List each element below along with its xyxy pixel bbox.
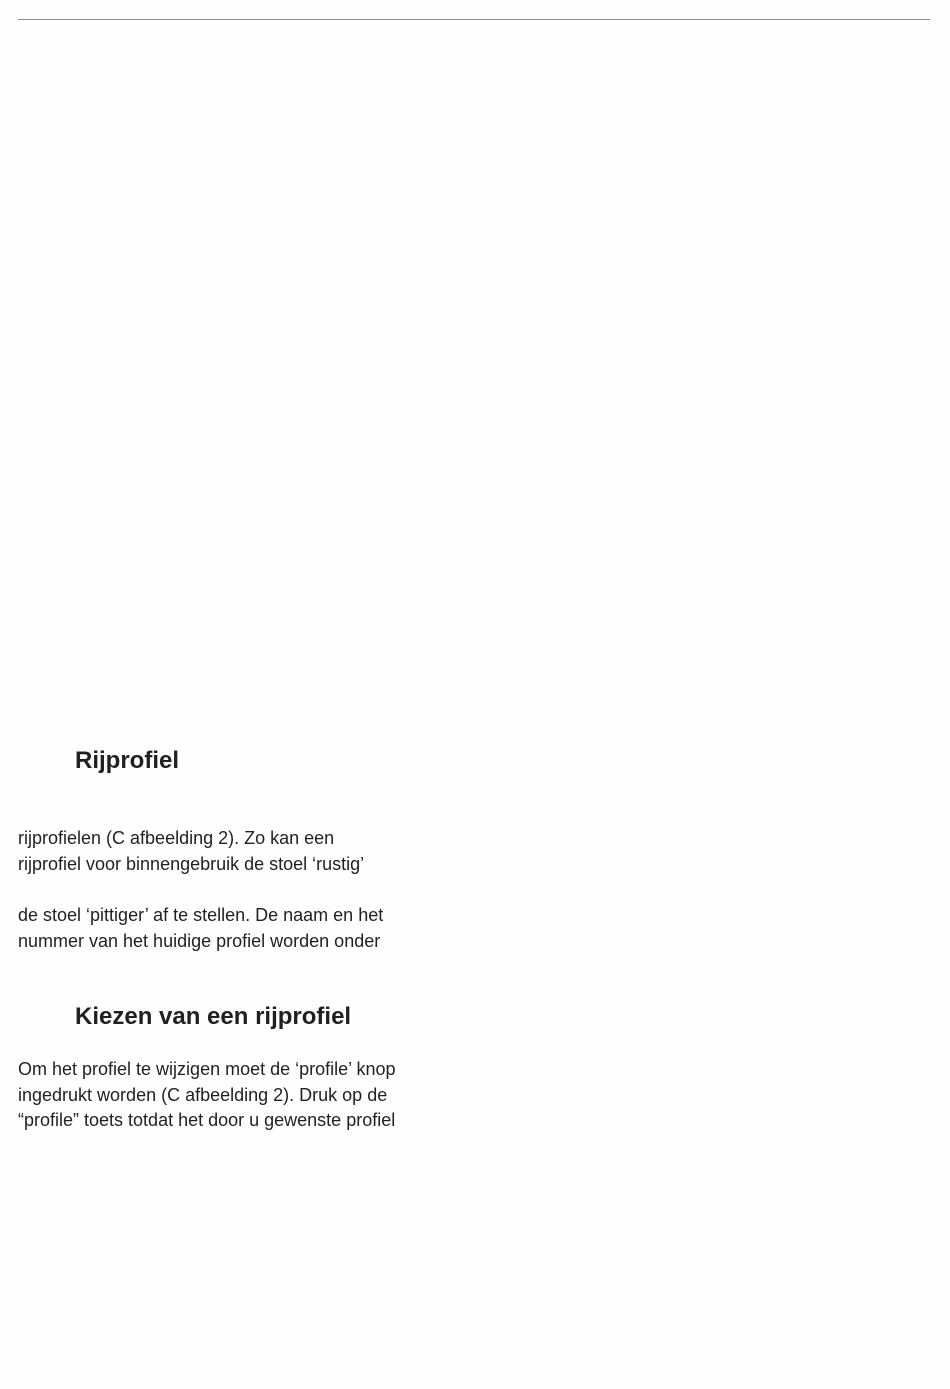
text-line: rijprofiel voor binnengebruik de stoel ‘rustig’ xyxy=(18,853,365,874)
section-heading-kiezen-rijprofiel: Kiezen van een rijprofiel xyxy=(75,1003,352,1030)
section-heading-rijprofiel: Rijprofiel xyxy=(75,747,180,774)
text-line: ingedrukt worden (C afbeelding 2). Druk op de xyxy=(18,1084,388,1105)
text-line: Om het profiel te wijzigen moet de ‘profile’ knop xyxy=(18,1059,396,1079)
text-line: rijprofielen (C afbeelding 2). Zo kan een xyxy=(18,828,335,848)
text-line: nummer van het huidige profiel worden onder xyxy=(18,930,381,951)
text-line: “profile” toets totdat het door u gewenste profiel xyxy=(18,1110,396,1131)
paragraph-rijprofiel-2 xyxy=(18,903,383,954)
paragraph-kiezen-1 xyxy=(18,1057,396,1134)
top-divider xyxy=(18,19,930,20)
text-line: de stoel ‘pittiger’ af te stellen. De naam en het xyxy=(18,905,384,925)
paragraph-rijprofiel-1 xyxy=(18,826,364,877)
